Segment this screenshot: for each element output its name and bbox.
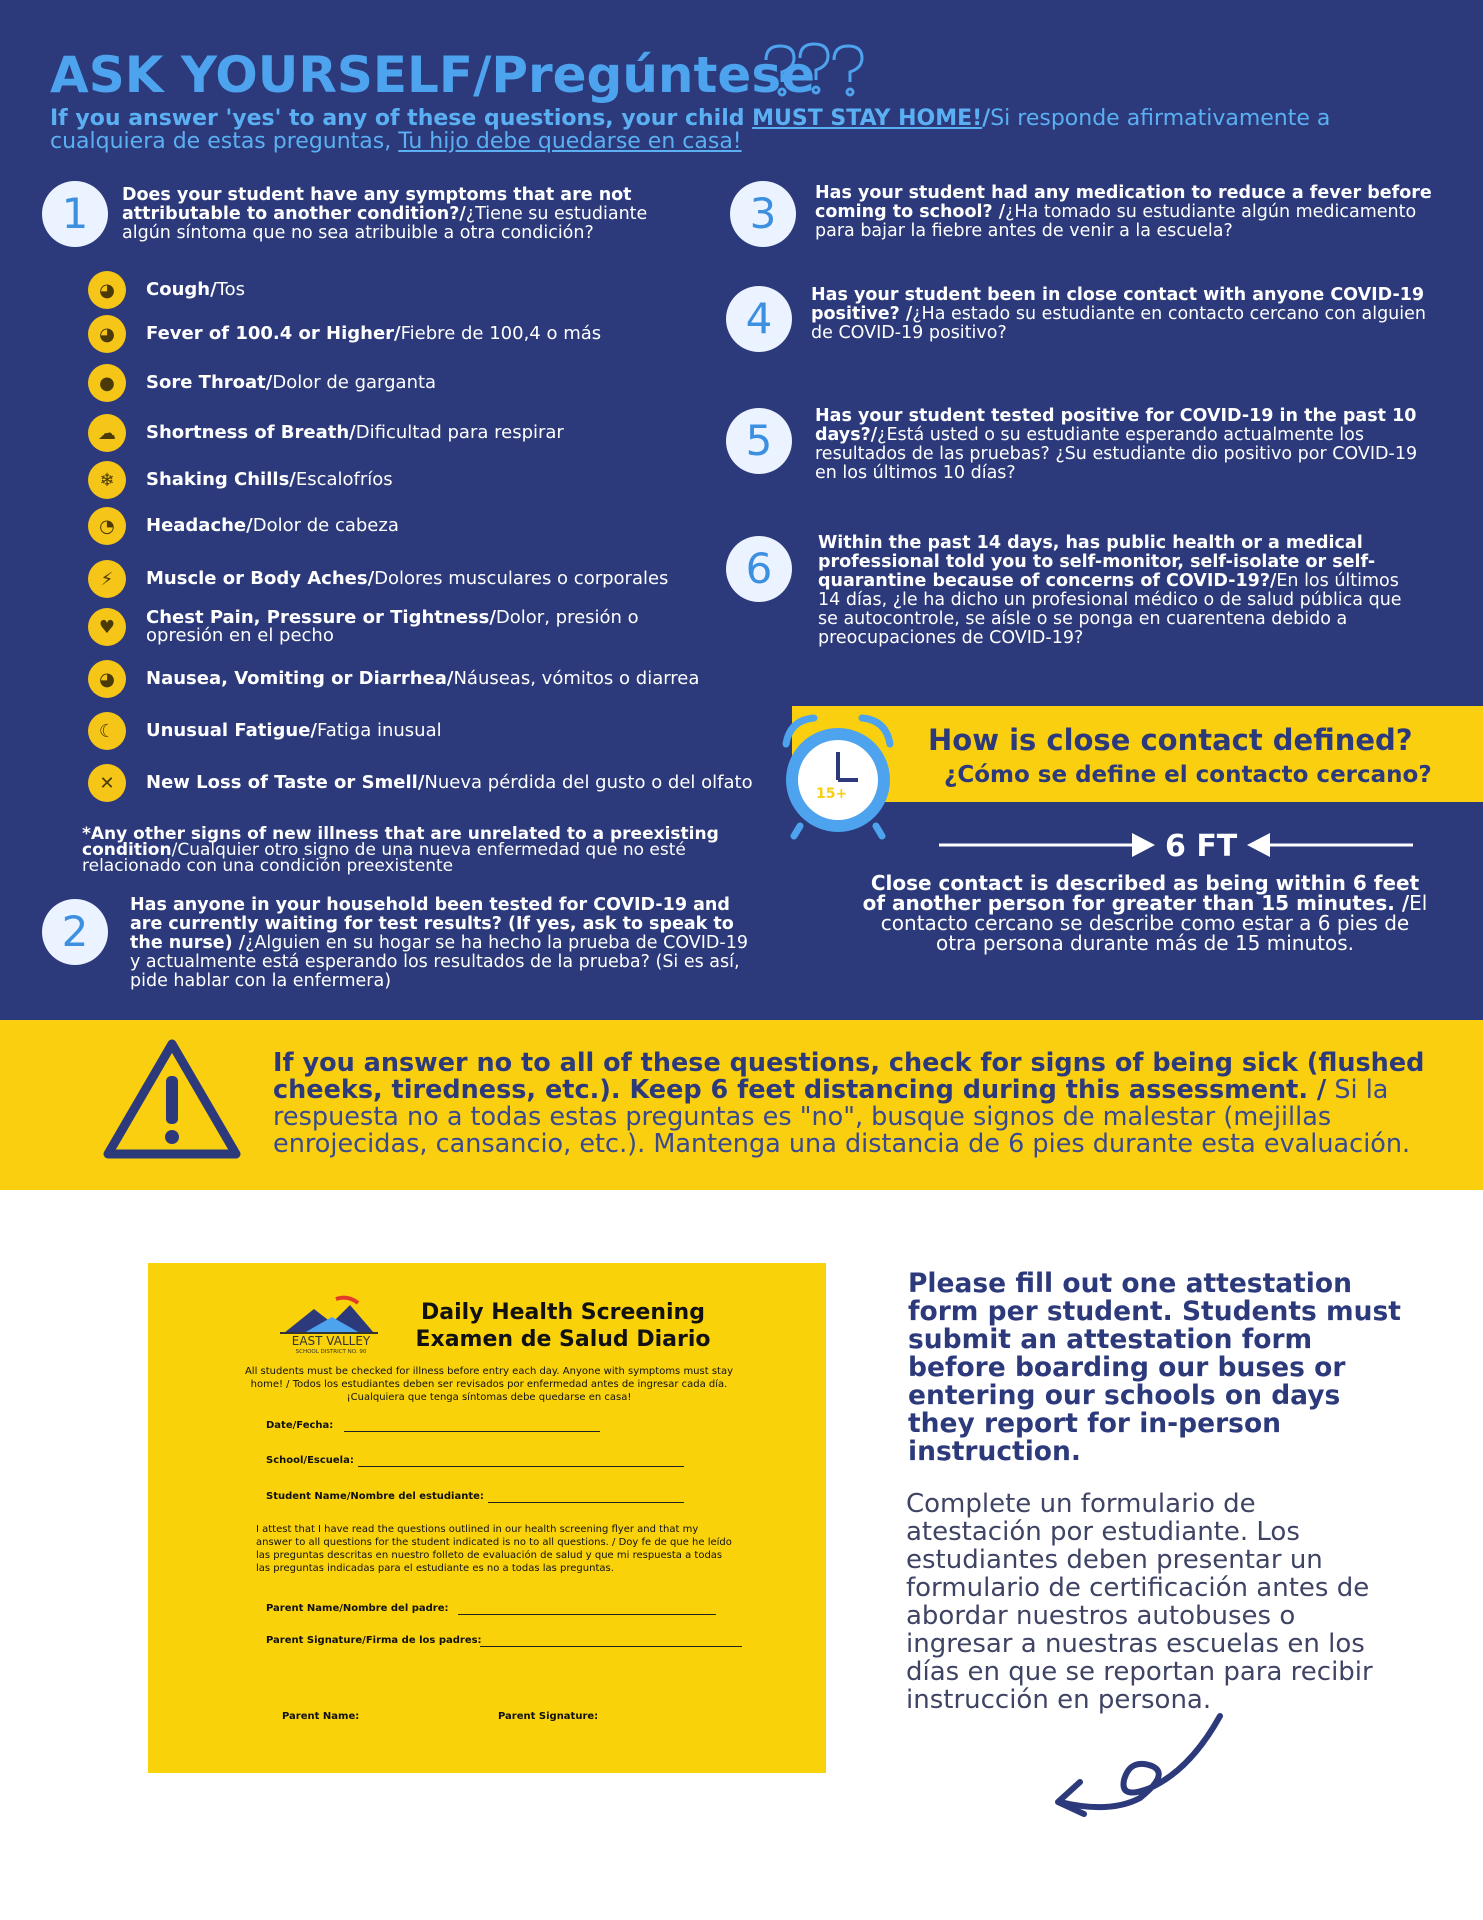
headache-face-icon: ◔ — [88, 507, 126, 545]
logo-subtitle: SCHOOL DISTRICT NO. 90 — [295, 1349, 367, 1355]
close-contact-text: Close contact is described as being within 6 feet of another person for greater than 15 minutes. /El contacto cercano se describe como estar a 6 pies de otra persona durante más de 15 minutos. — [862, 871, 1428, 955]
parent-signature-line[interactable] — [480, 1646, 742, 1647]
question-3-number: 3 — [730, 181, 796, 247]
attestation-text: I attest that I have read the questions outlined in our health screening flyer and that my answer to all questions for the student indicated is no to all questions. / Doy fe de que he leído las preguntas descritas en nuestro folleto de evaluación de salud y que mi respuesta a todas las preguntas indicadas para el estudiante es no a todas las preguntas. — [256, 1524, 732, 1574]
symptom-fever: ◕ Fever of 100.4 or Higher/Fiebre de 100,4 o más — [88, 315, 601, 353]
date-line[interactable] — [344, 1431, 600, 1432]
subtitle-es-must: Tu hijo debe quedarse en casa! — [398, 129, 742, 154]
school-line[interactable] — [358, 1466, 684, 1467]
symptom-chest-pain: ♥ Chest Pain, Pressure or Tightness/Dolor, presión o opresión en el pecho — [88, 608, 706, 646]
symptom-shortness-of-breath: ☁ Shortness of Breath/Dificultad para respirar — [88, 414, 564, 452]
parent-name-label: Parent Name/Nombre del padre: — [266, 1603, 449, 1614]
symptom-headache: ◔ Headache/Dolor de cabeza — [88, 507, 399, 545]
taste-smell-icon: ✕ — [88, 764, 126, 802]
subtitle — [50, 107, 1450, 153]
question-6: Within the past 14 days, has public health or a medical professional told you to self-monitor, self-isolate or self-quarantine because of concerns of COVID-19?/En los últimos 14 días, ¿le ha dicho un profesional médico o de salud pública que se autocontrole, se aísle o se ponga en cuarentena debido a preocupaciones de COVID-19? — [818, 533, 1402, 648]
clock-label: 15+ — [816, 786, 848, 802]
alarm-clock-icon — [776, 700, 906, 840]
school-label: School/Escuela: — [266, 1455, 354, 1466]
lungs-icon: ♥ — [88, 608, 126, 646]
breath-icon: ☁ — [88, 414, 126, 452]
form-title-en: Daily Health Screening — [421, 1300, 705, 1325]
question-5: Has your student tested positive for COVID-19 in the past 10 days?/¿Está usted o su estudiante esperando actualmente los resultados de las pruebas? ¿Su estudiante dio positivo por COVID-19 en los últimos 10 días? — [815, 406, 1418, 483]
instructions-es: Complete un formulario de atestación por estudiante. Los estudiantes deben presentar un formulario de certificación antes de abordar nuestros autobuses o ingresar a nuestras escuelas en los días en que se reportan para recibir instrucción en persona. — [906, 1489, 1373, 1715]
chills-icon: ❄ — [88, 461, 126, 499]
muscle-icon: ⚡ — [88, 560, 126, 598]
curly-arrow-icon — [1040, 1710, 1240, 1820]
question-2: Has anyone in your household been tested for COVID-19 and are currently waiting for test results? (If yes, ask to speak to the nurse) /¿Alguien en su hogar se ha hecho la prueba de COVID-19 y actualmente está esperando los resultados de la prueba? (Si es así, pide hablar con la enfermera) — [130, 895, 748, 991]
close-contact-subtitle: ¿Cómo se define el contacto cercano? — [944, 762, 1432, 788]
parent-name-line[interactable] — [458, 1614, 716, 1615]
mountain-logo-icon — [274, 1295, 384, 1335]
symptom-sore-throat: ● Sore Throat/Dolor de garganta — [88, 364, 436, 402]
symptom-chills: ❄ Shaking Chills/Escalofríos — [88, 461, 393, 499]
symptom-loss-of-taste: ✕ New Loss of Taste or Smell/Nueva pérdida del gusto o del olfato — [88, 764, 753, 802]
page-title: ASK YOURSELF/Pregúntese — [50, 46, 816, 104]
instructions-en: Please fill out one attestation form per student. Students must submit an attestation form before boarding our buses or entering our schools on days they report for in-person instruction. — [908, 1268, 1401, 1467]
throat-icon: ● — [88, 364, 126, 402]
student-name-label: Student Name/Nombre del estudiante: — [266, 1491, 484, 1502]
question-2-number: 2 — [42, 899, 108, 965]
parent-signature-label: Parent Signature/Firma de los padres: — [266, 1635, 482, 1646]
distance-arrows — [937, 820, 1417, 870]
question-5-number: 5 — [726, 408, 792, 474]
parent-signature-short-label: Parent Signature: — [498, 1711, 599, 1722]
nauseated-face-icon: ◕ — [88, 660, 126, 698]
question-1: Does your student have any symptoms that are not attributable to another condition?/¿Tiene su estudiante algún síntoma que no sea atribuible a otra condición? — [122, 185, 648, 243]
student-name-line[interactable] — [488, 1502, 684, 1503]
district-logo — [274, 1295, 394, 1361]
thermometer-face-icon: ◕ — [88, 315, 126, 353]
subtitle-es: Si responde afirmativamente a cualquiera de estas preguntas, — [50, 106, 1331, 154]
question-4-number: 4 — [726, 286, 792, 352]
subtitle-must-stay-home: MUST STAY HOME! — [752, 106, 983, 131]
subtitle-separator: / — [982, 106, 991, 131]
question-6-number: 6 — [726, 536, 792, 602]
other-signs: *Any other signs of new illness that are unrelated to a preexisting condition/Cualquier otro signo de una nueva enfermedad que no esté relacionado con una condición preexistente — [82, 824, 719, 876]
symptom-muscle-aches: ⚡ Muscle or Body Aches/Dolores musculares o corporales — [88, 560, 668, 598]
coughing-face-icon: ◕ — [88, 271, 126, 309]
health-screening-form — [148, 1263, 826, 1773]
date-label: Date/Fecha: — [266, 1420, 334, 1431]
warning-triangle-icon — [100, 1034, 245, 1164]
sleepy-face-icon: ☾ — [88, 712, 126, 750]
parent-name-short-label: Parent Name: — [282, 1711, 360, 1722]
question-4: Has your student been in close contact with anyone COVID-19 positive? /¿Ha estado su estudiante en contacto cercano con alguien de COVID-19 positivo? — [811, 285, 1426, 343]
question-marks-icon — [758, 40, 873, 100]
question-1-number: 1 — [42, 181, 108, 247]
close-contact-title: How is close contact defined? — [928, 723, 1413, 757]
warning-text: If you answer no to all of these questions, check for signs of being sick (flushed cheeks, tiredness, etc.). Keep 6 feet distancing during this assessment. / Si la respuesta no a todas estas preguntas es "no", busque signos de malestar (mejillas enrojecidas, cansancio, etc.). Mantenga una distancia de 6 pies durante esta evaluación. — [273, 1048, 1425, 1159]
subtitle-en: If you answer 'yes' to any of these questions, your child — [50, 106, 753, 131]
symptom-nausea: ◕ Nausea, Vomiting or Diarrhea/Náuseas, vómitos o diarrea — [88, 660, 699, 698]
form-intro: All students must be checked for illness before entry each day. Anyone with symptoms must stay home! / Todos los estudiantes deben ser revisados por enfermedad antes de ingresar cada día. ¡Cualquiera que tenga síntomas debe quedarse en casa! — [244, 1366, 734, 1403]
form-title — [408, 1299, 718, 1353]
form-title-es: Examen de Salud Diario — [415, 1327, 711, 1352]
symptom-fatigue: ☾ Unusual Fatigue/Fatiga inusual — [88, 712, 442, 750]
distance-label: 6 FT — [1165, 829, 1238, 864]
symptom-cough: ◕ Cough/Tos — [88, 271, 245, 309]
logo-name: EAST VALLEY — [291, 1334, 371, 1348]
question-3: Has your student had any medication to reduce a fever before coming to school? /¿Ha tomado su estudiante algún medicamento para bajar la fiebre antes de venir a la escuela? — [815, 183, 1432, 241]
